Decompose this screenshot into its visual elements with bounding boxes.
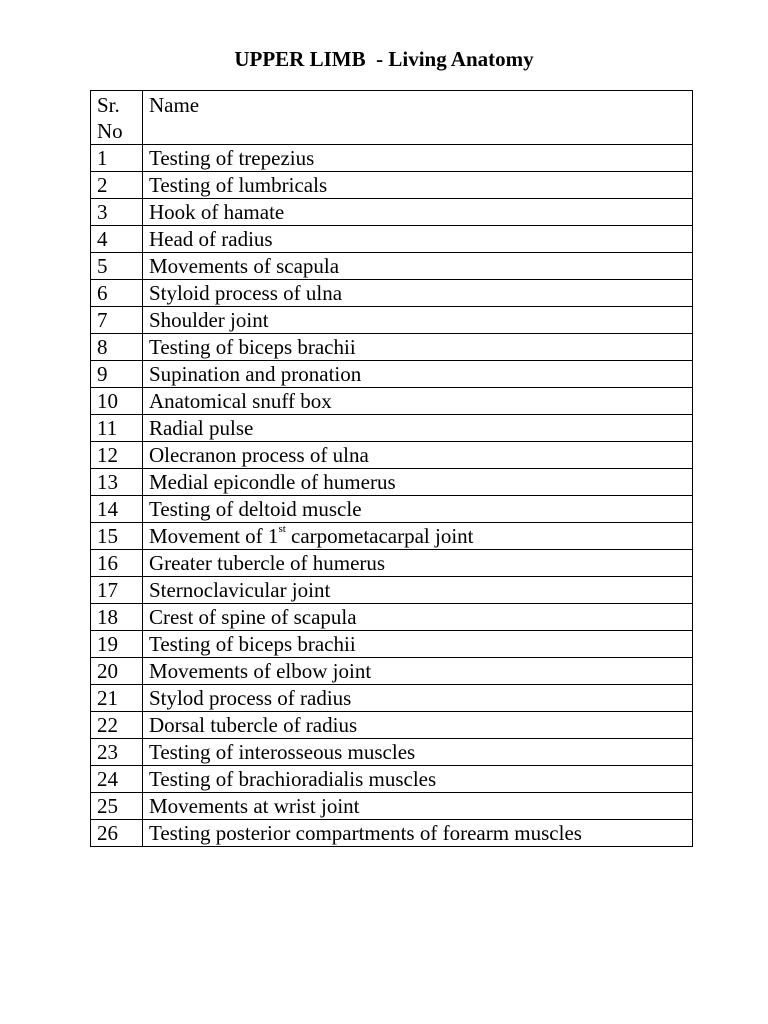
table-row: [91, 442, 693, 469]
row-number: 26: [91, 820, 143, 847]
row-name: Olecranon process of ulna: [142, 442, 692, 469]
row-name: Styloid process of ulna: [142, 280, 692, 307]
row-name: Supination and pronation: [142, 361, 692, 388]
row-number: 18: [91, 604, 143, 631]
row-number: 7: [91, 307, 143, 334]
table-row: [91, 766, 693, 793]
header-name: Name: [142, 91, 692, 145]
row-name: Movements at wrist joint: [142, 793, 692, 820]
row-name: Movements of scapula: [142, 253, 692, 280]
row-number: 8: [91, 334, 143, 361]
row-number: 9: [91, 361, 143, 388]
row-number: 14: [91, 496, 143, 523]
row-number: 20: [91, 658, 143, 685]
table-row: [91, 172, 693, 199]
row-name: Medial epicondle of humerus: [142, 469, 692, 496]
row-number: 3: [91, 199, 143, 226]
row-name: Testing of biceps brachii: [142, 334, 692, 361]
row-number: 2: [91, 172, 143, 199]
row-name: Testing of trepezius: [142, 145, 692, 172]
table-row: [91, 577, 693, 604]
row-name-text: carpometacarpal joint: [285, 524, 474, 548]
row-name-text: Movement of 1: [148, 524, 279, 548]
row-name: Hook of hamate: [142, 199, 692, 226]
row-number: 1: [91, 145, 143, 172]
table-row: [91, 496, 693, 523]
row-number: 5: [91, 253, 143, 280]
row-number: 23: [91, 739, 143, 766]
table-row: [91, 280, 693, 307]
row-number: 16: [91, 550, 143, 577]
row-name: Testing of interosseous muscles: [142, 739, 692, 766]
row-name: Head of radius: [142, 226, 692, 253]
table-row: [91, 361, 693, 388]
row-name: Movements of elbow joint: [142, 658, 692, 685]
document-title: UPPER LIMB - Living Anatomy: [234, 47, 534, 71]
table-row: [91, 820, 693, 847]
row-name: [142, 523, 692, 550]
row-name: Testing of brachioradialis muscles: [142, 766, 692, 793]
row-name: Dorsal tubercle of radius: [142, 712, 692, 739]
row-name-superscript: st: [278, 523, 286, 535]
table-row: [91, 469, 693, 496]
table-row: [91, 334, 693, 361]
row-number: 4: [91, 226, 143, 253]
row-name: Testing posterior compartments of forearm muscles: [142, 820, 692, 847]
row-name: Greater tubercle of humerus: [142, 550, 692, 577]
row-name: Testing of deltoid muscle: [142, 496, 692, 523]
table-row: [91, 550, 693, 577]
table-body: [91, 145, 693, 847]
table-row: [91, 739, 693, 766]
row-name: Testing of biceps brachii: [142, 631, 692, 658]
row-name: Testing of lumbricals: [142, 172, 692, 199]
table-row: [91, 388, 693, 415]
row-number: 25: [91, 793, 143, 820]
table-row: [91, 199, 693, 226]
row-number: 13: [91, 469, 143, 496]
table-row: [91, 631, 693, 658]
table-row: [91, 712, 693, 739]
table-row: [91, 523, 693, 550]
table-row: [91, 253, 693, 280]
row-number: 22: [91, 712, 143, 739]
table-row: [91, 793, 693, 820]
row-number: 19: [91, 631, 143, 658]
table-row: [91, 145, 693, 172]
header-sr-no: Sr. No: [91, 91, 143, 145]
table-row: [91, 604, 693, 631]
row-number: 11: [91, 415, 143, 442]
row-name: Stylod process of radius: [142, 685, 692, 712]
table-header-row: [91, 91, 693, 145]
row-number: 15: [91, 523, 143, 550]
table-row: [91, 415, 693, 442]
row-name: Crest of spine of scapula: [142, 604, 692, 631]
table-row: [91, 226, 693, 253]
row-name: Sternoclavicular joint: [142, 577, 692, 604]
row-number: 21: [91, 685, 143, 712]
table-row: [91, 307, 693, 334]
row-number: 10: [91, 388, 143, 415]
row-number: 24: [91, 766, 143, 793]
row-name: Anatomical snuff box: [142, 388, 692, 415]
row-number: 12: [91, 442, 143, 469]
table-row: [91, 658, 693, 685]
anatomy-table: [90, 90, 693, 847]
row-name: Shoulder joint: [142, 307, 692, 334]
row-number: 6: [91, 280, 143, 307]
table-row: [91, 685, 693, 712]
row-name: Radial pulse: [142, 415, 692, 442]
row-number: 17: [91, 577, 143, 604]
